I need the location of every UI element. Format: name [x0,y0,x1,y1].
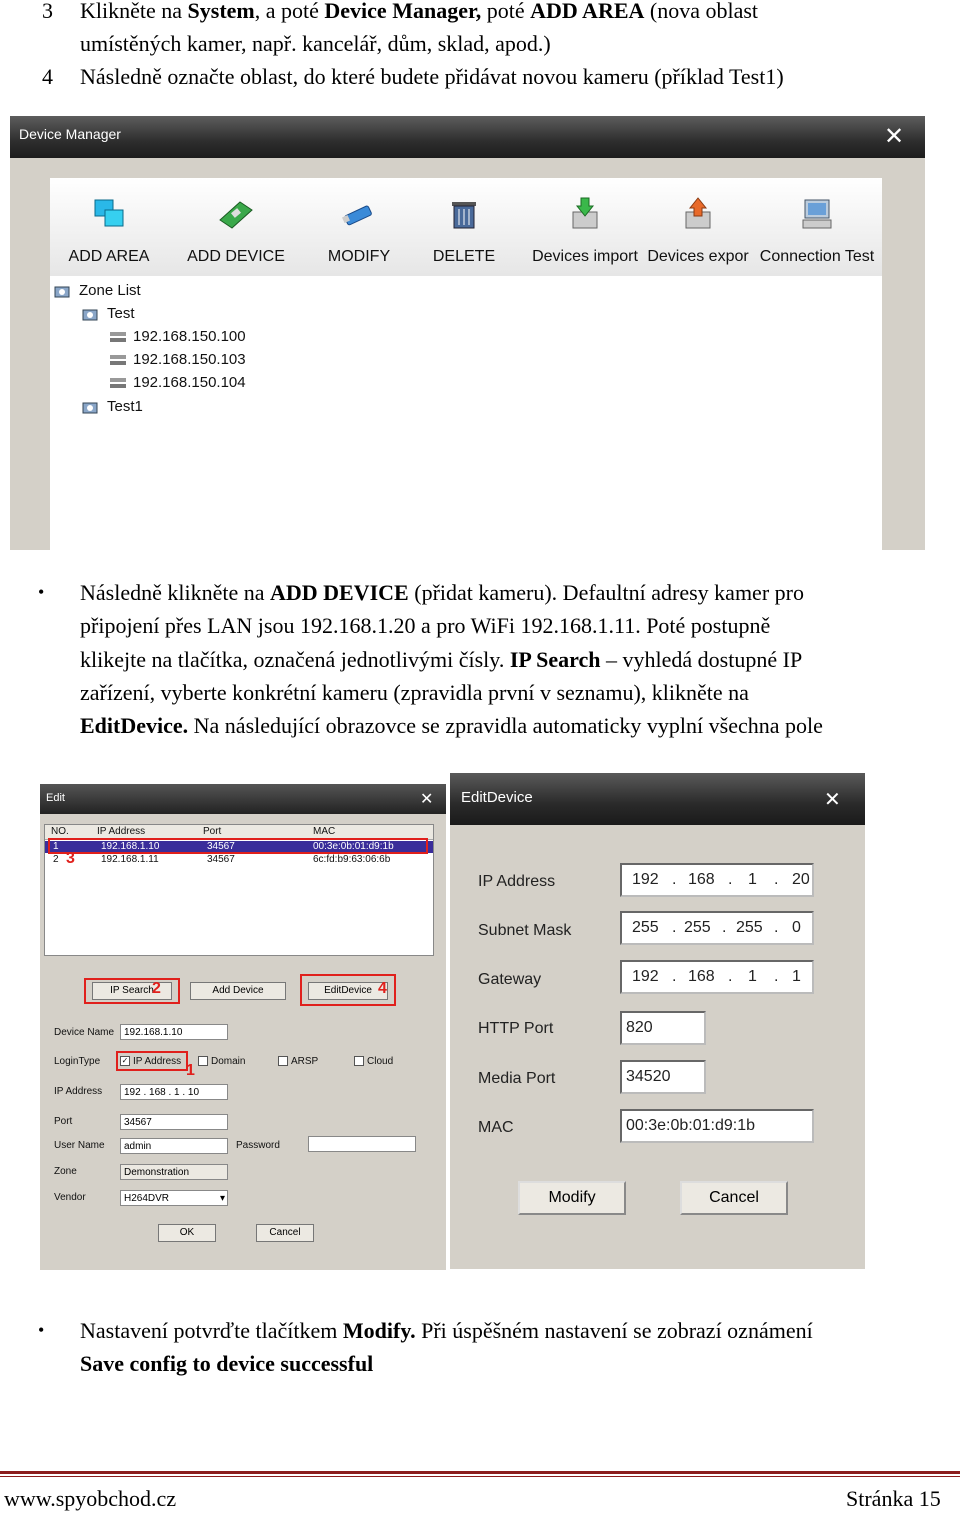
tree-item-zone-test[interactable]: Test [82,305,135,322]
zone-label: Zone [54,1166,77,1177]
edit-device-window [450,773,865,1269]
bullet-2-line-2: Save config to device successful [80,1351,374,1376]
device-name-label: Device Name [54,1027,115,1038]
usb-drive-icon [341,196,377,232]
step-3-line-1: Klikněte na System, a poté Device Manager, poté ADD AREA (nova oblast [80,0,759,23]
export-icon [680,196,716,232]
delete-button[interactable] [414,178,514,274]
highlight-row [48,838,428,854]
http-port-field[interactable]: 820 [620,1011,706,1045]
devices-import-button[interactable] [526,178,644,274]
tree-item-device[interactable]: 192.168.150.100 [108,328,246,345]
table-row[interactable]: 1 192.168.1.10 34567 00:3e:0b:01:d9:1b [45,841,433,853]
zone-tree [50,276,882,550]
device-manager-titlebar [10,116,925,158]
footer-rule-bottom [0,1476,960,1477]
media-port-label: Media Port [478,1070,556,1087]
subnet-mask-field[interactable]: 255 . 255 . 255 . 0 [620,911,814,945]
login-type-label: LoginType [54,1056,101,1067]
port-label: Port [54,1116,73,1127]
devices-import-label: Devices import [532,248,638,265]
bullet-1-line-2: připojení přes LAN jsou 192.168.1.20 a pro WiFi 192.168.1.11. Poté postupně [80,613,771,638]
connection-test-label: Connection Test [759,248,875,265]
edit-device-title: EditDevice [461,789,533,806]
device-icon [108,330,128,344]
marker-3: 3 [66,850,75,867]
footer-website: www.spyobchod.cz [4,1486,177,1511]
connection-test-button[interactable] [752,178,882,274]
marker-2: 2 [152,980,161,997]
device-manager-window [10,116,925,550]
mac-label: MAC [478,1119,514,1136]
port-field[interactable]: 34567 [120,1114,228,1130]
camera-folder-icon [82,400,102,414]
bullet-dot: • [38,1320,45,1340]
vendor-label: Vendor [54,1192,86,1203]
devices-export-button[interactable] [644,178,752,274]
device-manager-toolbar [50,178,882,278]
gateway-field[interactable]: 192 . 168 . 1 . 1 [620,960,814,994]
checkbox[interactable] [278,1056,288,1066]
edit-window [40,784,446,1270]
device-manager-title: Device Manager [19,126,121,142]
add-device-label: ADD DEVICE [187,248,285,265]
modify-button[interactable]: Modify [518,1181,626,1215]
marker-1: 1 [186,1062,195,1079]
http-port-label: HTTP Port [478,1020,554,1037]
step-3-line-2: umístěných kamer, např. kancelář, dům, sklad, apod.) [80,31,551,56]
ip-address-field[interactable]: 192 . 168 . 1 . 20 [620,863,814,897]
bullet-1-line-3: klikejte na tlačítka, označená jednotlivými čísly. IP Search – vyhledá dostupné IP [80,647,803,672]
gateway-label: Gateway [478,971,542,988]
step-4-number: 4 [42,64,53,89]
table-row[interactable]: 2 192.168.1.11 34567 6c:fd:b9:63:06:6b [53,854,391,865]
add-area-icon [91,196,127,232]
import-icon [567,196,603,232]
marker-4: 4 [378,980,387,997]
camera-folder-icon [82,307,102,321]
password-field[interactable] [308,1136,416,1152]
cancel-button[interactable]: Cancel [680,1181,788,1215]
add-area-label: ADD AREA [68,248,150,265]
edit-titlebar [40,784,446,814]
bullet-dot: • [38,582,45,602]
tree-item-device[interactable]: 192.168.150.104 [108,374,246,391]
tree-item-device[interactable]: 192.168.150.103 [108,351,246,368]
subnet-mask-label: Subnet Mask [478,922,572,939]
footer-page-number: Stránka 15 [846,1486,941,1511]
modify-label: MODIFY [327,248,391,265]
trash-icon [446,196,482,232]
device-icon [108,353,128,367]
col-mac: MAC [313,826,336,837]
edit-device-titlebar [450,773,865,825]
chevron-down-icon[interactable]: ▾ [219,1193,225,1204]
tree-item-zone-test1[interactable]: Test1 [82,398,143,415]
footer-rule-top [0,1471,960,1474]
add-device-button[interactable]: Add Device [190,982,286,1000]
add-area-button[interactable] [50,178,168,274]
bullet-1-line-4: zařízení, vyberte konkrétní kameru (zpravidla první v seznamu), klikněte na [80,680,749,705]
step-4-text: Následně označte oblast, do které budete přidávat novou kameru (příklad Test1) [80,64,784,89]
close-icon[interactable]: ✕ [884,122,905,150]
edit-device-button[interactable]: EditDevice [308,982,388,1000]
col-port: Port [203,826,222,837]
bullet-1-line-5: EditDevice. Na následující obrazovce se zpravidla automaticky vyplní všechna pole [80,713,823,738]
checkbox[interactable] [198,1056,208,1066]
vendor-select[interactable]: H264DVR ▾ [120,1190,228,1206]
device-icon [108,376,128,390]
mac-field[interactable]: 00:3e:0b:01:d9:1b [620,1109,814,1143]
ip-address-label: IP Address [54,1086,103,1097]
zone-field[interactable]: Demonstration [120,1164,228,1180]
media-port-field[interactable]: 34520 [620,1060,706,1094]
device-name-field[interactable]: 192.168.1.10 [120,1024,228,1040]
close-icon[interactable]: ✕ [824,787,841,811]
user-name-label: User Name [54,1140,105,1151]
user-name-field[interactable]: admin [120,1138,228,1154]
login-option-arsp[interactable]: ARSP [278,1056,318,1067]
step-3-number: 3 [42,0,53,23]
cancel-button[interactable]: Cancel [256,1224,314,1242]
bullet-2-line-1: Nastavení potvrďte tlačítkem Modify. Při úspěšném nastavení se zobrazí oznámení [80,1318,813,1343]
ip-address-field[interactable]: 192 . 168 . 1 . 10 [120,1084,228,1100]
password-label: Password [236,1140,280,1151]
checkbox-checked[interactable]: ✓ [121,1056,129,1066]
highlight-ip-search [84,978,180,1004]
bullet-1-line-1: Následně klikněte na ADD DEVICE (přidat kameru). Defaultní adresy kamer pro [80,580,804,605]
computer-icon [799,196,835,232]
login-option-cloud[interactable]: Cloud [354,1056,393,1067]
login-option-domain[interactable]: Domain [198,1056,245,1067]
close-icon[interactable]: ✕ [420,789,434,808]
tree-item-zone-list[interactable]: Zone List [54,282,141,299]
edit-title: Edit [46,792,65,804]
ip-address-label: IP Address [478,873,556,890]
checkbox[interactable] [354,1056,364,1066]
network-card-icon [218,196,254,232]
col-ip: IP Address [97,826,146,837]
modify-button[interactable] [304,178,414,274]
col-no: NO. [51,826,69,837]
highlight-ip-option [116,1051,188,1071]
ok-button[interactable]: OK [158,1224,216,1242]
add-device-button[interactable] [168,178,304,274]
delete-label: DELETE [432,248,496,265]
devices-export-label: Devices expor [647,248,749,265]
login-option-ip[interactable]: ✓ IP Address [121,1056,182,1067]
camera-folder-icon [54,284,74,298]
ip-search-button[interactable]: IP Search [92,982,172,1000]
